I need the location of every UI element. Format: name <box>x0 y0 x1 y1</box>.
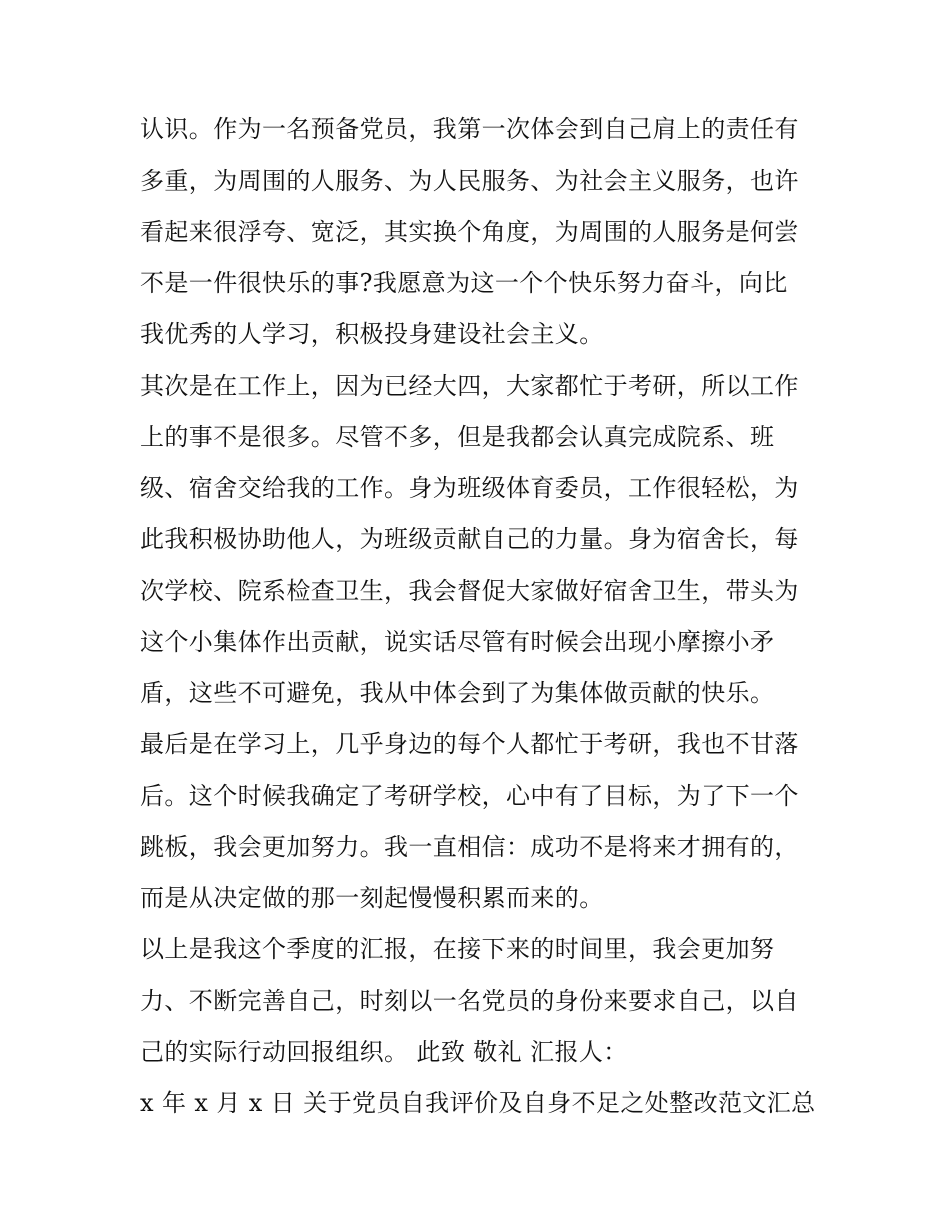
text-line: 后。这个时候我确定了考研学校，心中有了目标，为了下一个 <box>140 782 799 810</box>
text-line: 而是从决定做的那一刻起慢慢积累而来的。 <box>140 884 604 912</box>
text-line: 次学校、院系检查卫生，我会督促大家做好宿舍卫生，带头为 <box>140 577 799 605</box>
text-line: 不是一件很快乐的事?我愿意为这一个个快乐努力奋斗，向比 <box>140 269 788 297</box>
text-line: x 年 x 月 x 日 关于党员自我评价及自身不足之处整改范文汇总 <box>140 1089 816 1117</box>
text-line: 己的实际行动回报组织。 此致 敬礼 汇报人： <box>140 1038 628 1066</box>
text-line: 此我积极协助他人，为班级贡献自己的力量。身为宿舍长，每 <box>140 525 799 553</box>
text-line: 以上是我这个季度的汇报，在接下来的时间里，我会更加努 <box>140 935 775 963</box>
text-line: 我优秀的人学习，积极投身建设社会主义。 <box>140 320 604 348</box>
text-line: 看起来很浮夸、宽泛，其实换个角度，为周围的人服务是何尝 <box>140 218 799 246</box>
text-line: 盾，这些不可避免，我从中体会到了为集体做贡献的快乐。 <box>140 679 775 707</box>
text-line: 这个小集体作出贡献，说实话尽管有时候会出现小摩擦小矛 <box>140 628 775 656</box>
text-line: 级、宿舍交给我的工作。身为班级体育委员，工作很轻松，为 <box>140 474 799 502</box>
text-line: 认识。作为一名预备党员，我第一次体会到自己肩上的责任有 <box>140 115 799 143</box>
text-line: 最后是在学习上，几乎身边的每个人都忙于考研，我也不甘落 <box>140 730 799 758</box>
text-line: 其次是在工作上，因为已经大四，大家都忙于考研，所以工作 <box>140 372 799 400</box>
text-line: 上的事不是很多。尽管不多，但是我都会认真完成院系、班 <box>140 423 775 451</box>
text-line: 力、不断完善自己，时刻以一名党员的身份来要求自己，以自 <box>140 987 799 1015</box>
text-line: 多重，为周围的人服务、为人民服务、为社会主义服务，也许 <box>140 167 799 195</box>
text-line: 跳板，我会更加努力。我一直相信：成功不是将来才拥有的， <box>140 833 799 861</box>
